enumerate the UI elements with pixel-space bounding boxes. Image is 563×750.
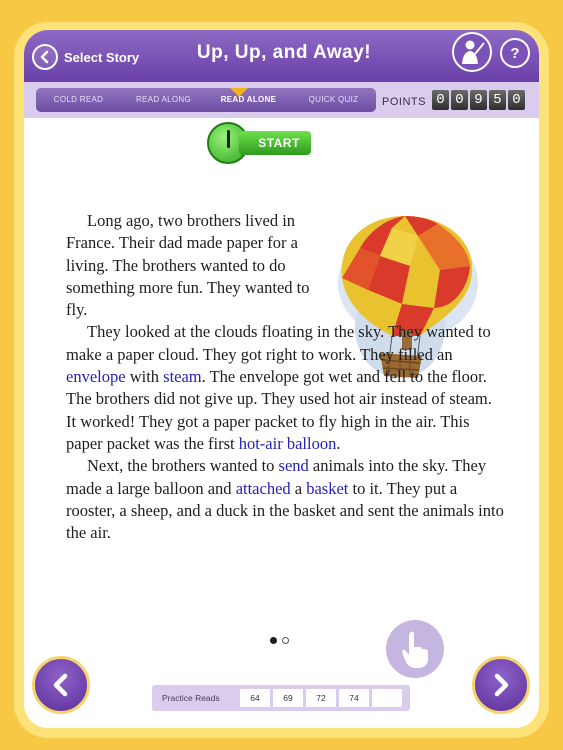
vocab-word-hot-air-balloon[interactable]: hot-air balloon	[238, 433, 337, 453]
tab-read-along[interactable]: READ ALONG	[135, 95, 191, 104]
points-digit: 5	[489, 90, 506, 110]
points-counter	[432, 90, 525, 110]
help-button[interactable]: ?	[500, 38, 530, 68]
page-indicator	[270, 637, 289, 644]
story-paragraph	[66, 455, 506, 544]
select-story-button[interactable]	[32, 42, 139, 72]
teacher-icon[interactable]	[452, 32, 492, 72]
start-label: START	[239, 131, 311, 155]
previous-page-button[interactable]	[32, 656, 90, 714]
mode-tabs	[36, 88, 376, 112]
practice-reads-label: Practice Reads	[162, 693, 220, 703]
tab-read-alone[interactable]: READ ALONE	[220, 95, 277, 104]
vocab-word-steam[interactable]: steam	[163, 367, 202, 387]
story-text-span: Next, the brothers wanted to	[87, 456, 279, 476]
points-digit: 0	[508, 90, 525, 110]
active-tab-indicator-icon	[230, 88, 248, 97]
story-text-span: . The envelope got wet and fell to the floor. The brothers did not give up. They used hot air instead of steam. It worked! They got a paper packet to fly high in the air. This paper packet was the first	[66, 367, 492, 453]
points-digit: 9	[470, 90, 487, 110]
tab-cold-read[interactable]: COLD READ	[53, 95, 104, 104]
practice-score: 69	[273, 689, 303, 707]
page-title: Up, Up, and Away!	[196, 42, 372, 63]
story-text-span: animals into the sky. They made a large balloon and	[66, 456, 487, 498]
mode-bar	[24, 82, 539, 118]
chevron-right-icon	[488, 672, 514, 698]
tab-quick-quiz[interactable]: QUICK QUIZ	[308, 95, 359, 104]
next-page-button[interactable]	[472, 656, 530, 714]
story-paragraph	[66, 321, 506, 455]
practice-score: 74	[339, 689, 369, 707]
practice-reads-panel	[152, 685, 410, 711]
hand-pointer-icon[interactable]	[386, 620, 444, 678]
page-dot[interactable]	[282, 637, 289, 644]
select-story-label: Select Story	[64, 49, 140, 65]
header-bar	[24, 30, 539, 82]
story-text	[66, 210, 506, 544]
vocab-word-attached[interactable]: attached	[235, 478, 291, 498]
story-text-span: with	[125, 367, 164, 387]
points-digit: 0	[432, 90, 449, 110]
vocab-word-send[interactable]: send	[278, 456, 309, 476]
practice-score: 72	[306, 689, 336, 707]
practice-score: 64	[240, 689, 270, 707]
page-dot-active[interactable]	[270, 637, 277, 644]
start-button[interactable]	[207, 122, 311, 164]
story-text-span: a	[290, 478, 307, 498]
practice-score	[372, 689, 402, 707]
points-digit: 0	[451, 90, 468, 110]
story-text-span: .	[336, 433, 341, 453]
story-paragraph: Long ago, two brothers lived in France. Their dad made paper for a living. The brothers wanted to do something more fun. They wanted to fly.	[66, 211, 310, 320]
vocab-word-basket[interactable]: basket	[306, 478, 349, 498]
story-text-span: They looked at the clouds floating in the sky. They wanted to make a paper cloud. They got right to work. They filled an	[66, 322, 491, 364]
chevron-left-icon	[48, 672, 74, 698]
back-arrow-icon	[32, 44, 58, 70]
story-text-span: to it. They put a rooster, a sheep, and a duck in the basket and sent the animals into the air.	[66, 478, 504, 543]
points-label: POINTS	[382, 96, 426, 108]
vocab-word-envelope[interactable]: envelope	[66, 367, 126, 387]
